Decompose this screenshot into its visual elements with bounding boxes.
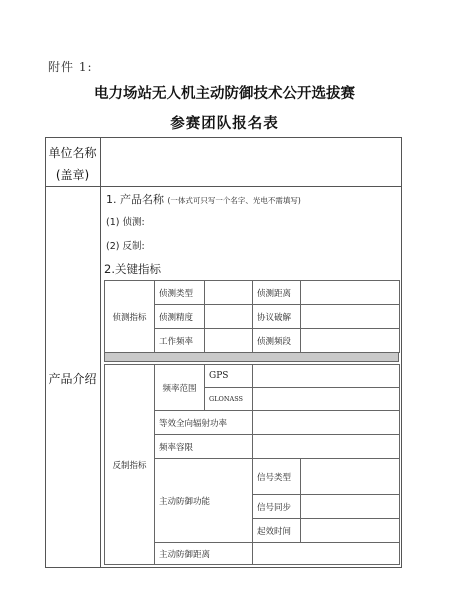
detection-range-value[interactable]: [301, 281, 400, 305]
product-name-heading: [106, 191, 301, 207]
defense-distance-label: 主动防御距离: [155, 543, 253, 565]
detection-accuracy-label: 侦测精度: [155, 305, 205, 329]
product-name-note: (一体式可只写一个名字、光电不需填写): [167, 196, 301, 205]
form-title: 电力场站无人机主动防御技术公开选拔赛: [94, 86, 355, 102]
signal-sync-label: 信号同步: [253, 495, 301, 519]
row-divider: [45, 186, 402, 187]
detection-range-label: 侦测距离: [253, 281, 301, 305]
detect-product-line: (1) 侦测:: [106, 217, 145, 228]
defense-distance-value[interactable]: [253, 543, 400, 565]
detection-indicators-table: [104, 280, 400, 353]
detection-type-label: 侦测类型: [155, 281, 205, 305]
gps-value[interactable]: [253, 365, 400, 388]
frequency-capacity-label: 频率容限: [155, 435, 253, 459]
frequency-range-label: 频率范围: [155, 365, 205, 411]
key-indicators-heading: 2.关键指标: [104, 262, 161, 276]
erp-label: 等效全向辐射功率: [155, 411, 253, 435]
protocol-crack-value[interactable]: [301, 305, 400, 329]
form-subtitle: 参赛团队报名表: [170, 116, 279, 132]
glonass-value[interactable]: [253, 388, 400, 411]
protocol-crack-label: 协议破解: [253, 305, 301, 329]
gray-separator: [104, 352, 399, 362]
countermeasure-group-label: 反制指标: [105, 365, 155, 565]
signal-type-label: 信号类型: [253, 459, 301, 495]
start-time-label: 起效时间: [253, 519, 301, 543]
gps-label: GPS: [205, 365, 253, 388]
detection-accuracy-value[interactable]: [205, 305, 253, 329]
counter-product-line: (2) 反制:: [106, 241, 145, 252]
erp-value[interactable]: [253, 411, 400, 435]
frequency-capacity-value[interactable]: [253, 435, 400, 459]
product-name-label: 1. 产品名称: [106, 193, 164, 206]
glonass-label: GLONASS: [205, 388, 253, 411]
countermeasure-indicators-table: [104, 364, 400, 565]
attachment-label: 附件 1:: [48, 60, 93, 74]
product-intro-label: 产品介绍: [48, 372, 97, 386]
detection-band-label: 侦测频段: [253, 329, 301, 353]
unit-name-field[interactable]: [101, 138, 401, 186]
detection-type-value[interactable]: [205, 281, 253, 305]
signal-sync-value[interactable]: [301, 495, 400, 519]
detection-band-value[interactable]: [301, 329, 400, 353]
column-divider: [100, 137, 101, 568]
working-frequency-value[interactable]: [205, 329, 253, 353]
start-time-value[interactable]: [301, 519, 400, 543]
active-defense-label: 主动防御功能: [155, 459, 253, 543]
seal-label: (盖章): [55, 168, 90, 182]
detection-group-label: 侦测指标: [105, 281, 155, 353]
signal-type-value[interactable]: [301, 459, 400, 495]
working-frequency-label: 工作频率: [155, 329, 205, 353]
unit-name-label: 单位名称: [48, 146, 97, 160]
